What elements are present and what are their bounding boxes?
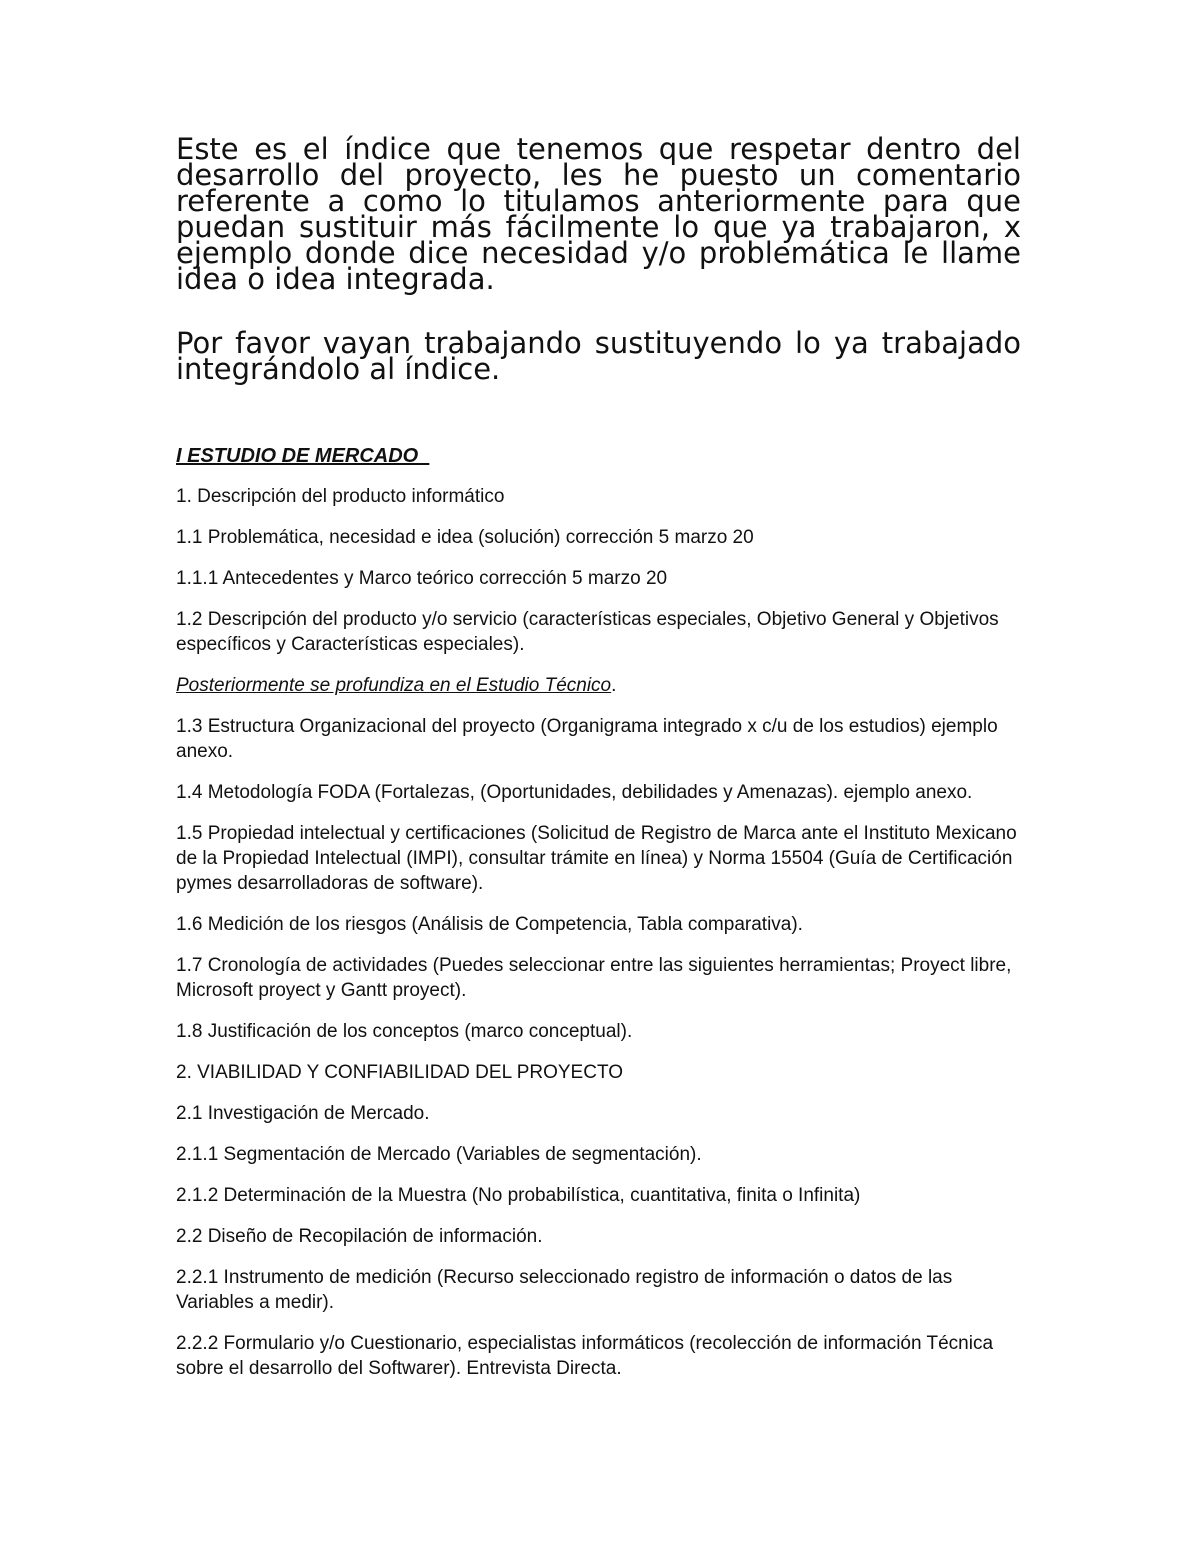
- toc-item: 1.6 Medición de los riesgos (Análisis de Competencia, Tabla comparativa).: [176, 914, 803, 935]
- toc-item: 1.2 Descripción del producto y/o servicio (características especiales, Objetivo General y Objetivos específicos y Características especiales).: [176, 609, 999, 655]
- toc-item: 1. Descripción del producto informático: [176, 486, 505, 507]
- toc-item: 1.5 Propiedad intelectual y certificaciones (Solicitud de Registro de Marca ante el Instituto Mexicano de la Propiedad Intelectual (IMPI), consultar trámite en línea) y Norma 15504 (Guía de Certificación pymes desarrolladoras de software).: [176, 823, 1017, 894]
- toc-item: 2.1.2 Determinación de la Muestra (No probabilística, cuantitativa, finita o Infinita): [176, 1185, 861, 1206]
- toc-item: 1.7 Cronología de actividades (Puedes seleccionar entre las siguientes herramientas; Proyect libre, Microsoft proyect y Gantt proyect).: [176, 955, 1012, 1001]
- intro-paragraph: Este es el índice que tenemos que respetar dentro del desarrollo del proyecto, les he puesto un comentario referente a como lo titulamos anteriormente para que puedan sustituir más fácilmente lo que ya trabajaron, x ejemplo donde dice necesidad y/o problemática le llame idea o idea integrada.: [176, 132, 1021, 296]
- toc-item: 1.8 Justificación de los conceptos (marco conceptual).: [176, 1021, 633, 1042]
- toc-item: 1.4 Metodología FODA (Fortalezas, (Oportunidades, debilidades y Amenazas). ejemplo anexo.: [176, 782, 973, 803]
- toc-item: 2. VIABILIDAD Y CONFIABILIDAD DEL PROYECTO: [176, 1062, 623, 1083]
- toc-item: 1.1 Problemática, necesidad e idea (solución) corrección 5 marzo 20: [176, 527, 754, 548]
- toc-note-text: Posteriormente se profundiza en el Estudio Técnico: [176, 675, 612, 696]
- toc-item: 2.2 Diseño de Recopilación de información.: [176, 1226, 543, 1247]
- intro-paragraph-request: Por favor vayan trabajando sustituyendo lo ya trabajado integrándolo al índice.: [176, 326, 1021, 386]
- toc-note-period: .: [611, 675, 617, 696]
- toc-item: 2.2.2 Formulario y/o Cuestionario, especialistas informáticos (recolección de información Técnica sobre el desarrollo del Softwarer). Entrevista Directa.: [176, 1333, 994, 1379]
- table-of-contents: [176, 484, 1021, 1397]
- toc-item: 1.3 Estructura Organizacional del proyecto (Organigrama integrado x c/u de los estudios) ejemplo anexo.: [176, 716, 998, 762]
- toc-item: 2.2.1 Instrumento de medición (Recurso seleccionado registro de información o datos de las Variables a medir).: [176, 1267, 953, 1313]
- toc-item: 2.1 Investigación de Mercado.: [176, 1103, 430, 1124]
- section-heading: I ESTUDIO DE MERCADO: [176, 445, 430, 467]
- toc-note: [176, 673, 1021, 698]
- toc-item: 1.1.1 Antecedentes y Marco teórico corrección 5 marzo 20: [176, 568, 668, 589]
- toc-item: 2.1.1 Segmentación de Mercado (Variables de segmentación).: [176, 1144, 702, 1165]
